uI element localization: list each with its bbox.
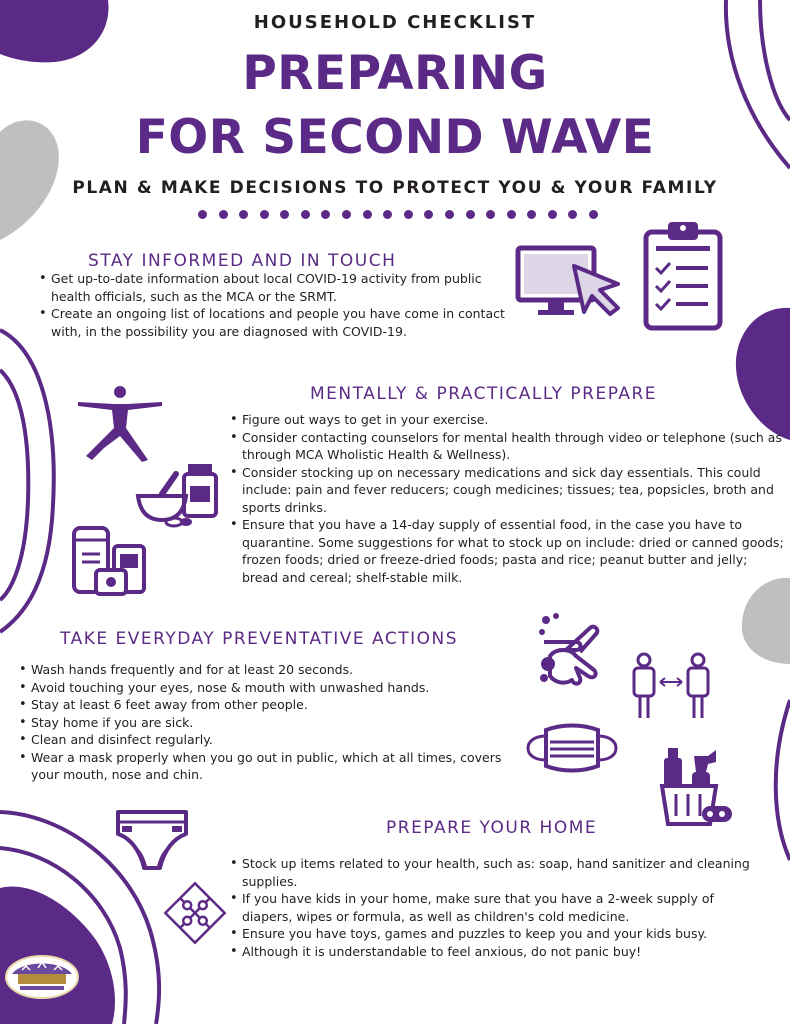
section-list-prepare-home [228,855,762,960]
swoop-line-left-2 [0,370,28,600]
list-item: • Ensure that you have a 14-day supply of essential food, in the case you have to quarantine. Some suggestions for what to stock up on include: dried or canned goods; frozen foods; dried or freeze-dried foods; pasta and rice; peanut butter and jelly; bread and cereal; shelf-stable milk. [228,516,784,586]
clipboard-checklist-icon [640,216,726,332]
social-distancing-icon [630,652,714,720]
list-item: • If you have kids in your home, make sure that you have a 2-week supply of diapers, wipes or formula, as well as children's cold medicine. [228,890,762,925]
mortar-pestle-medicine-icon [134,462,222,528]
list-item: • Wear a mask properly when you go out in public, which at all times, covers your mouth, nose and chin. [17,749,517,784]
list-item: • Get up-to-date information about local COVID-19 activity from public health officials, such as the MCA or the SRMT. [37,270,507,305]
list-item: • Clean and disinfect regularly. [17,731,517,749]
cleaning-supplies-icon [658,746,734,828]
kicker-heading: HOUSEHOLD CHECKLIST [253,12,537,33]
list-item: • Create an ongoing list of locations and people you have come in contact with, in the possibility you are diagnosed with COVID-19. [37,305,507,340]
canned-goods-icon [70,524,148,598]
computer-monitor-cursor-icon [514,242,626,322]
list-item: • Consider stocking up on necessary medications and sick day essentials. This could include: pain and fever reducers; cough medicines; tissues; tea, popsicles, broth and sports drinks. [228,464,784,517]
list-item: • Ensure you have toys, games and puzzles to keep you and your kids busy. [228,925,762,943]
yoga-pose-icon [74,384,166,464]
diaper-icon [114,808,190,872]
list-item: • Stock up items related to your health, such as: soap, hand sanitizer and cleaning supplies. [228,855,762,890]
list-item: • Figure out ways to get in your exercise. [228,411,784,429]
page-title-line-2: FOR SECOND WAVE [135,110,655,165]
list-item: • Stay at least 6 feet away from other people. [17,696,517,714]
section-list-mentally-prepare [228,411,784,586]
puzzle-icon [162,880,228,946]
section-list-stay-informed [37,270,507,340]
swoop-line-right-lower [776,700,790,860]
section-heading-prepare-home: PREPARE YOUR HOME [386,818,598,838]
gray-blob-right [742,578,790,664]
list-item: • Wash hands frequently and for at least 20 seconds. [17,661,517,679]
council-logo-icon [4,954,80,1000]
hand-washing-icon [536,612,612,688]
face-mask-icon [524,722,620,774]
section-list-preventative-actions [17,661,517,784]
list-item: • Avoid touching your eyes, nose & mouth with unwashed hands. [17,679,517,697]
list-item: • Consider contacting counselors for mental health through video or telephone (such as through MCA Wholistic Health & Wellness). [228,429,784,464]
section-heading-stay-informed: STAY INFORMED AND IN TOUCH [88,251,397,271]
section-heading-preventative-actions: TAKE EVERYDAY PREVENTATIVE ACTIONS [60,629,459,649]
page-title-line-1: PREPARING [242,46,548,101]
dotted-divider [198,210,598,222]
list-item: • Although it is understandable to feel anxious, do not panic buy! [228,943,762,961]
page-subtitle: PLAN & MAKE DECISIONS TO PROTECT YOU & YOUR FAMILY [72,178,718,198]
section-heading-mentally-prepare: MENTALLY & PRACTICALLY PREPARE [310,384,658,404]
list-item: • Stay home if you are sick. [17,714,517,732]
